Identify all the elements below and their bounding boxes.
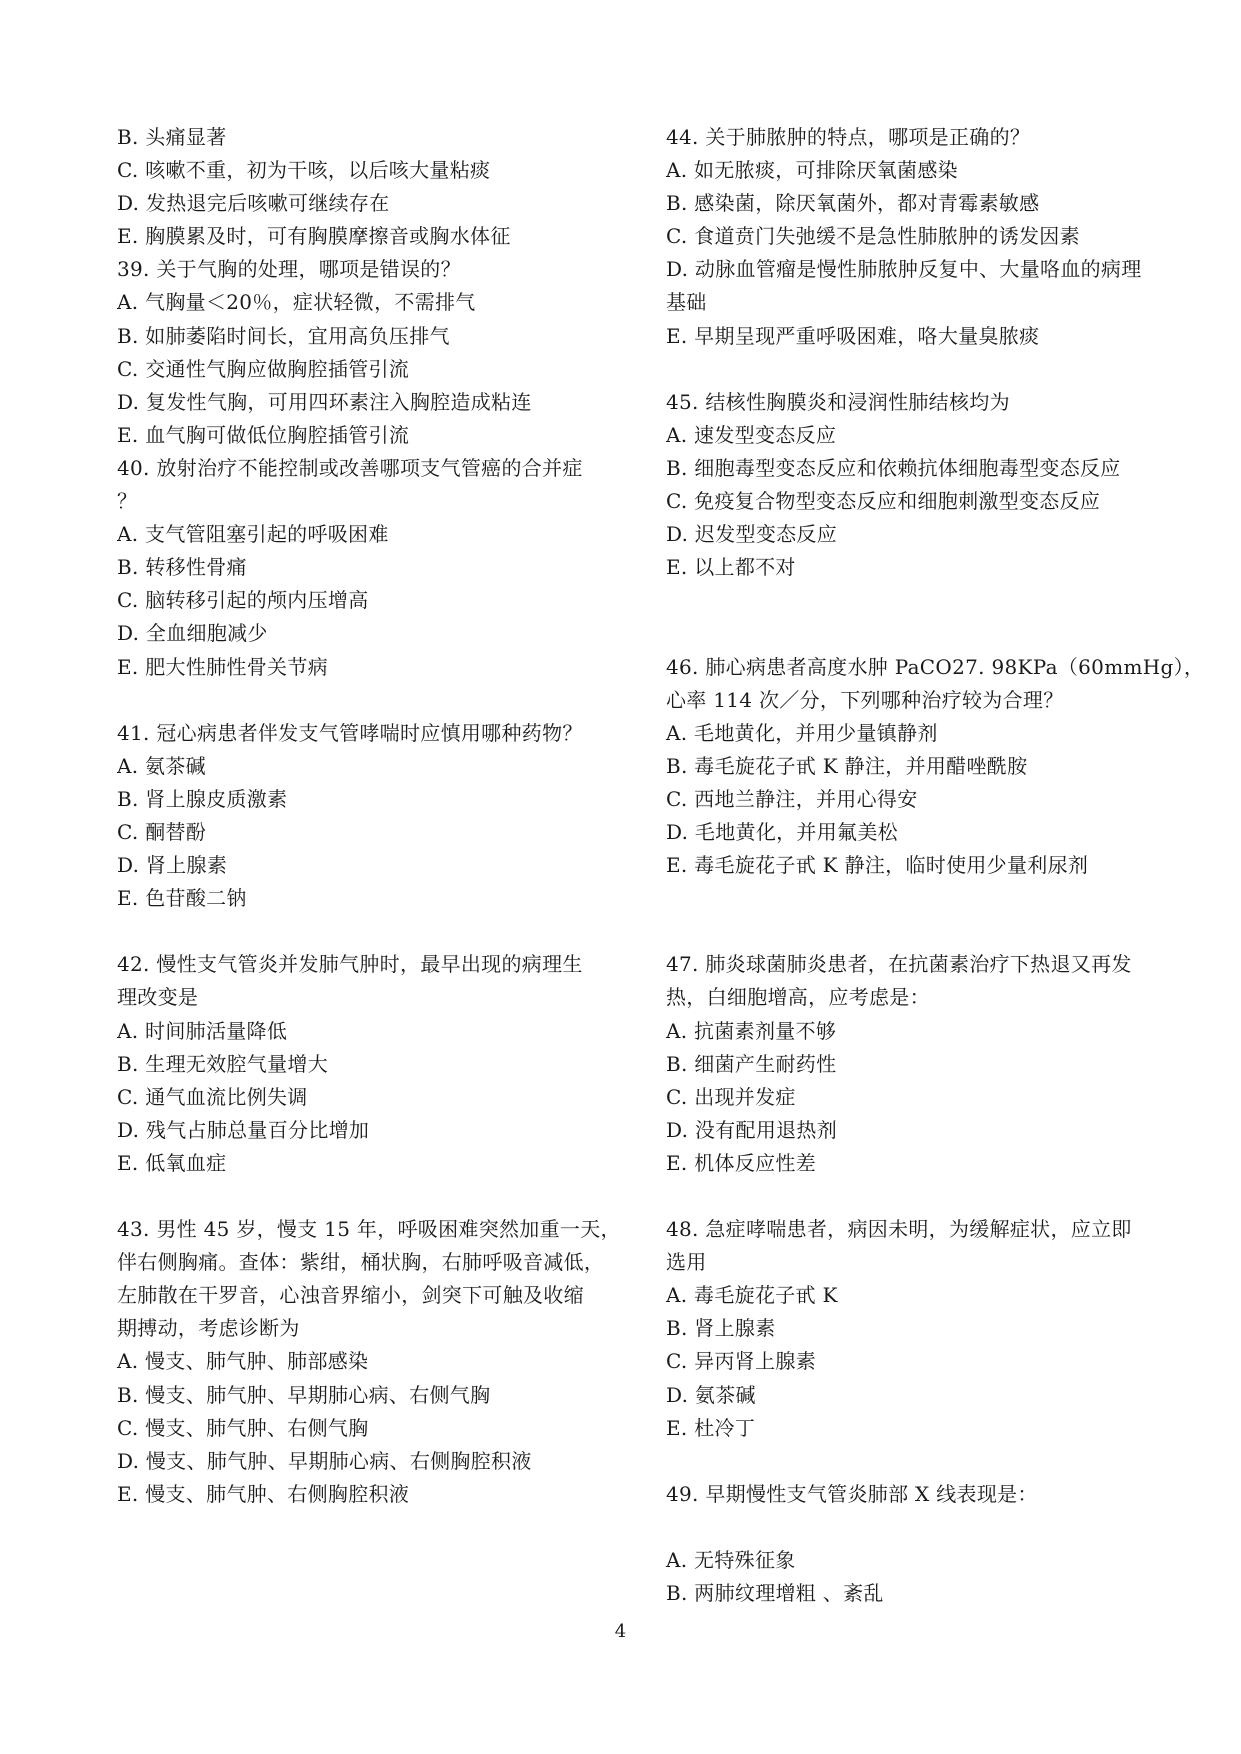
blank-line: [666, 915, 1186, 948]
answer-option: B. 肾上腺素: [666, 1316, 776, 1341]
answer-option: C. 咳嗽不重，初为干咳，以后咳大量粘痰: [117, 158, 491, 183]
answer-option: D. 慢支、肺气肿、早期肺心病、右侧胸腔积液: [117, 1448, 532, 1473]
question-stem: 48. 急症哮喘患者，病因未明，为缓解症状，应立即: [666, 1217, 1132, 1242]
question-stem: 40. 放射治疗不能控制或改善哪项支气管癌的合并症: [117, 455, 583, 480]
blank-line: [666, 617, 1186, 650]
answer-option: C. 免疫复合物型变态反应和细胞刺激型变态反应: [666, 489, 1101, 514]
blank-line: [666, 1180, 1186, 1213]
answer-option: A. 气胸量＜20％，症状轻微，不需排气: [117, 290, 476, 315]
question-stem: 42. 慢性支气管炎并发肺气肿时，最早出现的病理生: [117, 952, 583, 977]
blank-line: [117, 684, 627, 717]
answer-option: E. 血气胸可做低位胸腔插管引流: [117, 422, 410, 447]
blank-line: [666, 882, 1186, 915]
answer-option: A. 毒毛旋花子甙 K: [666, 1283, 838, 1308]
answer-option: A. 慢支、肺气肿、肺部感染: [117, 1349, 369, 1374]
answer-option: B. 头痛显著: [117, 125, 227, 149]
answer-option: A. 无特殊征象: [666, 1548, 796, 1573]
answer-option: C. 西地兰静注，并用心得安: [666, 786, 918, 811]
text-line: 选用: [666, 1250, 707, 1275]
answer-option: E. 机体反应性差: [666, 1150, 817, 1175]
text-line: 左肺散在干罗音，心浊音界缩小，剑突下可触及收缩: [117, 1283, 584, 1308]
question-stem: 41. 冠心病患者伴发支气管哮喘时应慎用哪种药物？: [117, 720, 583, 745]
answer-option: B. 感染菌，除厌氧菌外，都对青霉素敏感: [666, 191, 1040, 216]
answer-option: B. 肾上腺皮质激素: [117, 786, 288, 811]
blank-line: [666, 1511, 1186, 1544]
answer-option: E. 慢支、肺气肿、右侧胸腔积液: [117, 1481, 410, 1506]
answer-option: B. 毒毛旋花子甙 K 静注，并用醋唑酰胺: [666, 753, 1028, 778]
answer-option: B. 生理无效腔气量增大: [117, 1051, 329, 1076]
answer-option: E. 低氧血症: [117, 1150, 227, 1175]
blank-line: [666, 1445, 1186, 1478]
question-stem: 47. 肺炎球菌肺炎患者，在抗菌素治疗下热退又再发: [666, 952, 1132, 977]
blank-line: [117, 915, 627, 948]
answer-option: C. 异丙肾上腺素: [666, 1349, 817, 1374]
answer-option: B. 两肺纹理增粗 、紊乱: [666, 1581, 884, 1606]
blank-line: [666, 584, 1186, 617]
answer-option: D. 复发性气胸，可用四环素注入胸腔造成粘连: [117, 389, 532, 414]
text-line: 理改变是: [117, 985, 199, 1010]
answer-option: C. 脑转移引起的颅内压增高: [117, 588, 369, 613]
text-line: 热，白细胞增高，应考虑是：: [666, 985, 930, 1010]
answer-option: C. 通气血流比例失调: [117, 1084, 308, 1109]
answer-option: A. 时间肺活量降低: [117, 1018, 288, 1043]
answer-option: A. 支气管阻塞引起的呼吸困难: [117, 522, 389, 547]
answer-option: A. 毛地黄化，并用少量镇静剂: [666, 720, 938, 745]
answer-option: B. 慢支、肺气肿、早期肺心病、右侧气胸: [117, 1382, 491, 1407]
answer-option: A. 抗菌素剂量不够: [666, 1018, 837, 1043]
answer-option: E. 肥大性肺性骨关节病: [117, 654, 328, 679]
answer-option: C. 酮替酚: [117, 819, 207, 844]
answer-option: C. 出现并发症: [666, 1084, 796, 1109]
answer-option: D. 毛地黄化，并用氟美松: [666, 819, 898, 844]
answer-option: E. 胸膜累及时，可有胸膜摩擦音或胸水体征: [117, 224, 511, 249]
answer-option: E. 早期呈现严重呼吸困难，咯大量臭脓痰: [666, 323, 1040, 348]
answer-option: B. 细菌产生耐药性: [666, 1051, 837, 1076]
answer-option: A. 速发型变态反应: [666, 422, 837, 447]
answer-option: D. 全血细胞减少: [117, 621, 268, 646]
answer-option: D. 氨茶碱: [666, 1382, 756, 1407]
left-column: [117, 121, 627, 1511]
text-line: 基础: [666, 290, 707, 315]
answer-option: A. 如无脓痰，可排除厌氧菌感染: [666, 158, 958, 183]
text-line: 伴右侧胸痛。查体：紫绀，桶状胸，右肺呼吸音减低，: [117, 1250, 605, 1275]
answer-option: B. 细胞毒型变态反应和依赖抗体细胞毒型变态反应: [666, 455, 1121, 480]
answer-option: C. 食道贲门失弛缓不是急性肺脓肿的诱发因素: [666, 224, 1080, 249]
answer-option: D. 肾上腺素: [117, 853, 228, 878]
page-number: 4: [614, 1621, 627, 1642]
answer-option: D. 没有配用退热剂: [666, 1117, 838, 1142]
answer-option: D. 迟发型变态反应: [666, 522, 838, 547]
question-stem: 39. 关于气胸的处理，哪项是错误的？: [117, 257, 461, 282]
text-line: ？: [117, 489, 138, 514]
answer-option: C. 慢支、肺气肿、右侧气胸: [117, 1415, 369, 1440]
answer-option: E. 杜冷丁: [666, 1415, 756, 1440]
answer-option: D. 残气占肺总量百分比增加: [117, 1117, 370, 1142]
question-stem: 49. 早期慢性支气管炎肺部 X 线表现是：: [666, 1481, 1038, 1506]
right-column: [666, 121, 1205, 1610]
question-stem: 43. 男性 45 岁，慢支 15 年，呼吸困难突然加重一天，: [117, 1217, 621, 1242]
question-stem: 44. 关于肺脓肿的特点，哪项是正确的？: [666, 125, 1031, 149]
blank-line: [666, 353, 1186, 386]
answer-option: B. 转移性骨痛: [117, 555, 247, 580]
answer-option: D. 发热退完后咳嗽可继续存在: [117, 191, 390, 216]
answer-option: B. 如肺萎陷时间长，宜用高负压排气: [117, 323, 450, 348]
answer-option: A. 氨茶碱: [117, 753, 206, 778]
text-line: 期搏动，考虑诊断为: [117, 1316, 300, 1341]
answer-option: E. 毒毛旋花子甙 K 静注，临时使用少量利尿剂: [666, 853, 1089, 878]
answer-option: E. 以上都不对: [666, 555, 796, 580]
answer-option: E. 色苷酸二钠: [117, 886, 247, 911]
answer-option: D. 动脉血管瘤是慢性肺脓肿反复中、大量咯血的病理: [666, 257, 1142, 282]
blank-line: [117, 1180, 627, 1213]
answer-option: C. 交通性气胸应做胸腔插管引流: [117, 356, 410, 381]
text-line: 心率 114 次／分，下列哪种治疗较为合理？: [666, 687, 1064, 712]
question-stem: 46. 肺心病患者高度水肿 PaCO27. 98KPa（60mmHg），: [666, 654, 1205, 679]
question-stem: 45. 结核性胸膜炎和浸润性肺结核均为: [666, 389, 1010, 414]
